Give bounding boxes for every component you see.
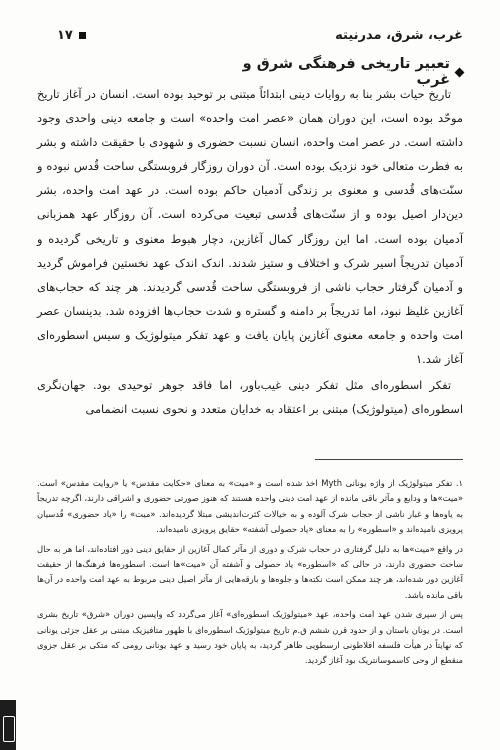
body-text — [37, 82, 463, 421]
running-head-title: غرب، شرق، مدرنیته — [335, 27, 463, 43]
running-head — [57, 24, 463, 46]
body-paragraph: تفکر اسطوره‌ای مثل تفکر دینی غیب‌باور، اما فاقد جوهر توحیدی بود. جهان‌نگری اسطوره‌ای (میتولوژیک) مبتنی بر اعتقاد به خدایان متعدد و نحوی نسبت انضمامی — [37, 378, 463, 417]
square-bullet-icon — [79, 32, 86, 39]
footnote: ۱. تفکر میتولوژیک از واژه یونانی Myth اخذ شده است و «میت» به معنای «حکایت مقدس» یا «روایت مقدس» است. «میت»ها و ودایع و مآثر باقی مانده از عهد امت دینی واحده هستند که هنوز صورتی حضوری و اشراقی دارند، اگرچه تدریجاً به یاوه‌ها و غبار ناشی از حجاب شرک آلوده و به خیالات کثرت‌اندیشی مبتلا گردیده‌اند. «میت» را «یاد حضوری» قُدسیان پرویزی نامیده‌اند و «اسطوره» را به معنای «یاد حصولی آشفته» حقایق پرویزی نامیده‌اند. — [37, 478, 463, 535]
footnote: در واقع «میت»ها به دلیل گرفتاری در حجاب شرک و دوری از مآثر کمال آغازین از حقایق دینی دور افتاده‌اند، اما هر به حال ساحت حضوری دارند، در حالی که «اسطوره» یاد حصولی و آشفته آن «میت»ها است. اسطوره‌ها فرهنگ‌ها از حقیقت آغازین دور شده‌اند، هر چند ممکن است نکته‌ها و جلوه‌ها و بارقه‌هایی از مآثر اصیل دینی مربوط به عهد امت واحده در آن‌ها باقی مانده باشد. — [37, 543, 463, 600]
footnote: پس از سپری شدن عهد امت واحده، عهد «میتولوژیک اسطوره‌ای» آغاز می‌گردد که واپسین دوران «شرق» تاریخ بشری است. در یونان باستان و از حدود قرن ششم ق.م تاریخ میتولوژیک اسطوره‌ای با ظهور متافیزیک مبتنی بر عقل جزئی یونانی که نهایتاً در هیأت فلسفه افلاطونی ارسطویی ظاهر گردید، به پایان خود رسید و عهد یونانی رومی که متکی بر عقل جزوی منقطع از وحی کاسمو‌سانتریک بود آغاز گردید. — [37, 609, 463, 666]
body-paragraph: تاریخ حیات بشر بنا به روایات دینی ابتدائاً مبتنی بر توحید بوده است. انسان در آغاز تاریخ موحّد بوده است، این دوران همان «عصر امت واحده» است و جامعه دینی واحدی وجود داشته است. در عصر امت واحده، انسان نسبت حضوری و شهودی با حقیقت داشته و بشر به فطرت متعالی خود نزدیک بوده است. آن دوران روزگار فروبستگی ساحت قُدس نبوده و سنّت‌های قُدسی و معنوی بر زندگی آدمیان حاکم بوده است. در عهد امت واحده، بشر دین‌دار اصیل بوده و از سنّت‌های قُدسی تبعیت می‌کرده است. آن روزگار عهد همزبانی آدمیان بوده است. اما این روزگار کمال آغازین، دچار هبوط معنوی و تاریخی گردیده و آدمیان تدریجاً اسیر شرک و اختلاف و ستیز شدند. اندک اندک عهد نخستین فراموش گردید و آدمیان گرفتار حجاب ناشی از فروبستگی ساحت قُدسی گردیدند. هر چند که حجاب‌های آغازین غلیظ نبود، اما تدریجاً بر دامنه و گستره و شدت حجاب‌ها افزوده شد. بدینسان عصر امت واحده و جامعه معنوی آغازین پایان یافت و عهد تفکر میتولوژیک و سیس اسطوره‌ای آغاز شد.۱ — [37, 87, 463, 367]
footnote-divider — [315, 459, 463, 460]
book-icon — [3, 716, 15, 742]
diamond-bullet-icon — [455, 67, 465, 77]
page-number-group — [57, 28, 86, 43]
section-heading-text: تعبیر تاریخی فرهنگی شرق و غرب — [242, 56, 450, 88]
edge-tab-marker — [0, 700, 16, 750]
page-number: ۱۷ — [57, 27, 73, 43]
footnotes — [37, 476, 463, 673]
